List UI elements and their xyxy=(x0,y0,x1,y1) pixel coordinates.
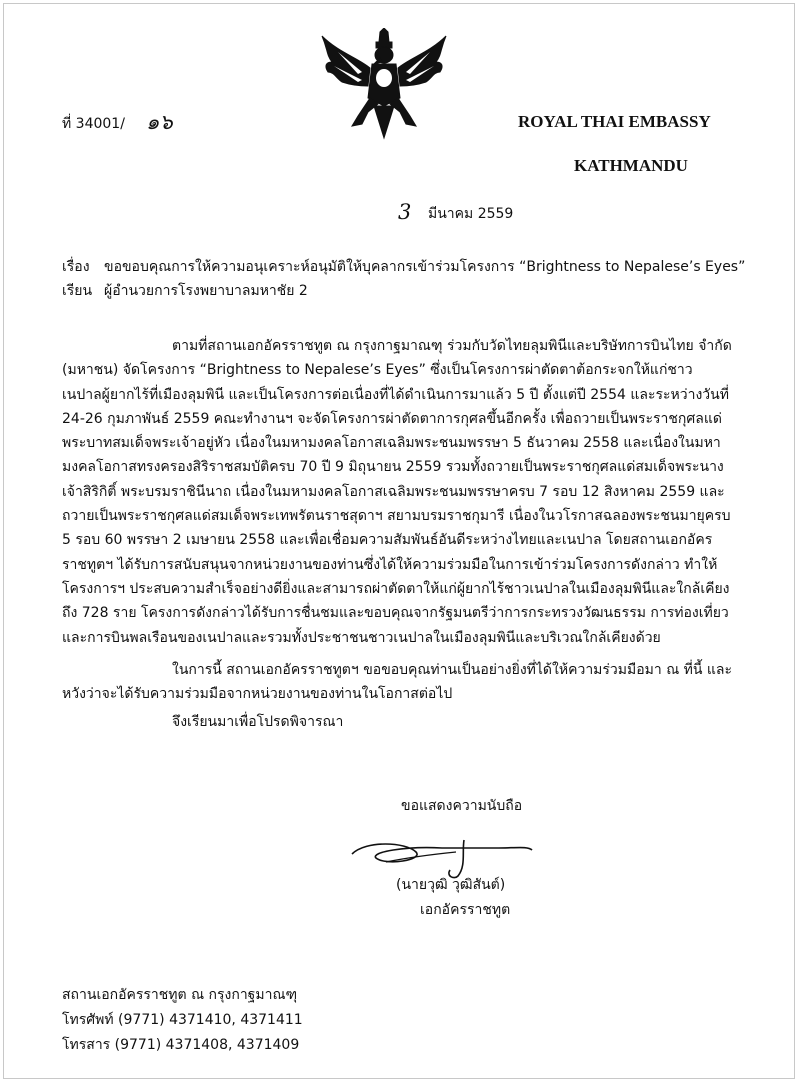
date-day-handwritten: 3 xyxy=(398,200,412,224)
signer-name: (นายวุฒิ วุฒิสันต์) xyxy=(396,877,506,893)
footer-phone: โทรศัพท์ (9771) 4371410, 4371411 xyxy=(62,1012,303,1028)
subject-text: ขอขอบคุณการให้ความอนุเคราะห์อนุมัติให้บุคลากรเข้าร่วมโครงการ “Brightness to Nepalese’s Eyes” xyxy=(104,259,746,275)
closing-respect: ขอแสดงความนับถือ xyxy=(401,798,523,814)
closing-request: จึงเรียนมาเพื่อโปรดพิจารณา xyxy=(172,714,344,730)
embassy-city: KATHMANDU xyxy=(574,156,688,175)
footer-fax: โทรสาร (9771) 4371408, 4371409 xyxy=(62,1037,300,1053)
body-paragraph-2: ในการนี้ สถานเอกอัครราชทูตฯ ขอขอบคุณท่านเป็นอย่างยิ่งที่ได้ให้ความร่วมมือมา ณ ที่นี้ และหวังว่าจะได้รับความร่วมมือจากหน่วยงานของท่านในโอกาสต่อไป xyxy=(62,662,732,703)
footer-organization: สถานเอกอัครราชทูต ณ กรุงกาฐมาณฑุ xyxy=(62,987,298,1003)
reference-handwritten: ๑๖ xyxy=(146,110,173,134)
recipient-label: เรียน xyxy=(62,283,93,299)
subject-label: เรื่อง xyxy=(62,259,90,275)
embassy-name: ROYAL THAI EMBASSY xyxy=(518,112,711,131)
signer-title: เอกอัครราชทูต xyxy=(420,902,511,918)
garuda-emblem-icon xyxy=(318,28,450,140)
reference-number: ที่ 34001/ xyxy=(62,116,125,132)
body-paragraph-1: ตามที่สถานเอกอัครราชทูต ณ กรุงกาฐมาณฑุ ร่วมกับวัดไทยลุมพินีและบริษัทการบินไทย จำกัด (มหาชน) จัดโครงการ “Brightness to Nepalese’s Eyes” ซึ่งเป็นโครงการผ่าตัดตาต้อกระจกให้แก่ชาวเนปาลผู้ยากไร้ที่เมืองลุมพินี และเป็นโครงการต่อเนื่องที่ได้ดำเนินการมาแล้ว 5 ปี ตั้งแต่ปี 2554 และระหว่างวันที่ 24-26 กุมภาพันธ์ 2559 คณะทำงานฯ จะจัดโครงการผ่าตัดตาการกุศลขึ้นอีกครั้ง เพื่อถวายเป็นพระราชกุศลแด่พระบาทสมเด็จพระเจ้าอยู่หัว เนื่องในมหามงคลโอกาสเฉลิมพระชนมพรรษา 5 ธันวาคม 2558 และเนื่องในมหามงคลโอกาสทรงครองสิริราชสมบัติครบ 70 ปี 9 มิถุนายน 2559 รวมทั้งถวายเป็นพระราชกุศลแด่สมเด็จพระนางเจ้าสิริกิติ์ พระบรมราชินีนาถ เนื่องในมหามงคลโอกาสเฉลิมพระชนมพรรษาครบ 7 รอบ 12 สิงหาคม 2559 และถวายเป็นพระราชกุศลแด่สมเด็จพระเทพรัตนราชสุดาฯ สยามบรมราชกุมารี เนื่องในวโรกาสฉลองพระชนมายุครบ 5 รอบ 60 พรรษา 2 เมษายน 2558 และเพื่อเชื่อมความสัมพันธ์อันดีระหว่างไทยและเนปาล โดยสถานเอกอัครราชทูตฯ ได้รับการสนับสนุนจากหน่วยงานของท่านซึ่งได้ให้ความร่วมมือในการเข้าร่วมโครงการดังกล่าว ทำให้โครงการฯ ประสบความสำเร็จอย่างดียิ่งและสามารถผ่าตัดตาให้แก่ผู้ยากไร้ชาวเนปาลในเมืองลุมพินีและใกล้เคียงถึง 728 ราย โครงการดังกล่าวได้รับการชื่นชมและขอบคุณจากรัฐมนตรีว่าการกระทรวงวัฒนธรรม การท่องเที่ยว และการบินพลเรือนของเนปาลและรวมทั้งประชาชนชาวเนปาลในเมืองลุมพินีและบริเวณใกล้เคียงด้วย xyxy=(62,338,732,646)
date-text: มีนาคม 2559 xyxy=(428,206,514,222)
recipient-text: ผู้อำนวยการโรงพยาบาลมหาชัย 2 xyxy=(104,283,308,299)
